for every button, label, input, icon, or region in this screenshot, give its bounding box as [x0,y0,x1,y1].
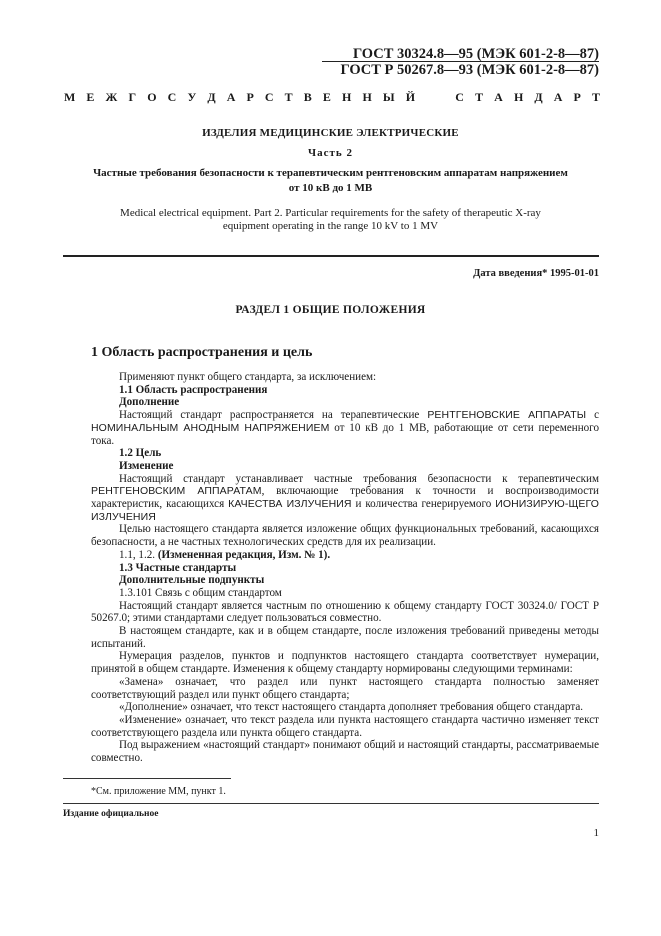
banner-letter: Е [322,90,331,104]
banner-letter: А [494,90,503,104]
banner-letter: У [187,90,197,104]
interstate-standard-banner [64,90,600,105]
paragraph [91,549,599,562]
term-run: ИОНИЗИРУЮ-ЩЕГО ИЗЛУЧЕНИЯ [91,498,599,523]
paragraph: Настоящий стандарт является частным по отношению к общему стандарту ГОСТ 30324.0/ ГОСТ Р 50267.0; этими стандартами следует пользоваться совместно. [91,599,599,625]
banner-letter: Е [86,90,95,104]
banner-letter: Ы [382,90,395,104]
banner-letter: Т [284,90,293,104]
text-run: (Измененная редакция, Изм. № 1). [157,548,331,561]
paragraph: Под выражением «настоящий стандарт» понимают общий и настоящий стандарты, рассматриваемые совместно. [91,739,599,765]
paragraph: Нумерация разделов, пунктов и подпунктов настоящего стандарта соответствует нумерации, принятой в общем стандарте. Изменения к общему стандарту нормированы следующими терминами: [91,650,599,676]
section-title: РАЗДЕЛ 1 ОБЩИЕ ПОЛОЖЕНИЯ [235,304,426,316]
header-gost-line-2: ГОСТ Р 50267.8—93 (МЭК 601-2-8—87) [340,62,599,78]
term-run: РЕНТГЕНОВСКИМ АППАРАТАМ [91,485,262,498]
footer-divider [63,803,599,804]
subheading: 1.2 Цель [119,447,162,460]
term-run: РЕНТГЕНОВСКИЕ АППАРАТЫ [427,409,587,422]
banner-letter: Н [362,90,372,104]
text-run: и количества генерируемого [351,498,496,511]
banner-letter: Т [591,90,600,104]
text-run: Настоящий стандарт распространяется на терапевтические [119,409,428,422]
text-run: с [586,409,599,422]
banner-letter: О [147,90,157,104]
paragraph: 1.3.101 Связь с общим стандартом [119,586,282,599]
page-number: 1 [593,827,599,839]
text-run: , включающие требования к точности и воспроизводимости характеристик, касающихся [91,485,599,511]
paragraph [91,473,599,524]
subheading: Дополнительные подпункты [119,574,265,587]
banner-letter: Т [475,90,484,104]
banner-letter: С [167,90,177,104]
subheading: Дополнение [119,396,180,409]
subheading: Изменение [119,459,174,472]
banner-letter: А [553,90,563,104]
text-run: 1.1, 1.2. [119,548,158,561]
banner-letter: Д [534,90,543,104]
paragraph: «Замена» означает, что раздел или пункт настоящего стандарта полностью заменяет соответствующий раздел или пункт общего стандарта; [91,675,599,701]
banner-letter: Й [405,90,416,104]
subheading: 1.3 Частные стандарты [119,561,237,574]
paragraph [91,409,599,447]
body-text [91,371,599,765]
header-gost-line-1: ГОСТ 30324.8—95 (МЭК 601-2-8—87) [352,46,599,62]
paragraph: «Изменение» означает, что текст раздела или пункта настоящего стандарта частично изменяет текст соответствующего раздела или пункта общего стандарта. [91,713,599,739]
banner-letter: Д [207,90,216,104]
banner-word-gap [426,90,444,105]
edition-label: Издание официальное [63,809,159,819]
title-divider [63,255,599,257]
paragraph: Применяют пункт общего стандарта, за исключением: [119,371,377,383]
term-run: КАЧЕСТВА ИЗЛУЧЕНИЯ [228,498,352,511]
banner-letter: Р [246,90,254,104]
banner-letter: М [64,90,76,104]
text-run: Настоящий стандарт устанавливает частные требования безопасности к терапевтическим [119,472,599,485]
text-run: от 10 кВ до 1 МВ, работающие от сети переменного тока. [91,421,599,447]
banner-letter: С [264,90,274,104]
document-subtitle: Частные требования безопасности к терапевтическим рентгеновским аппаратам напряжением от 10 кВ до 1 МВ [93,167,568,194]
term-run: НОМИНАЛЬНЫМ АНОДНЫМ НАПРЯЖЕНИЕМ [91,421,330,434]
banner-letter: Г [128,90,137,104]
introduction-date: Дата введения* 1995-01-01 [473,268,599,279]
document-title: ИЗДЕЛИЯ МЕДИЦИНСКИЕ ЭЛЕКТРИЧЕСКИЕ [202,127,459,139]
footnote-divider [63,778,231,779]
footnote: *См. приложение ММ, пункт 1. [91,786,226,797]
banner-letter: Ж [105,90,118,104]
subheading: 1.1 Область распространения [119,383,268,396]
banner-letter: С [455,90,464,104]
paragraph: В настоящем стандарте, как и в общем стандарте, после изложения требований приведены методы испытаний. [91,625,599,650]
document-part: Часть 2 [308,147,353,159]
paragraph: Целью настоящего стандарта является изложение общих функциональных требований, касающихся безопасности, а не частных технологических средств для их реализации. [91,523,599,549]
banner-letter: Н [342,90,352,104]
paragraph: «Дополнение» означает, что текст настоящего стандарта дополняет требования общего стандарта. [119,701,584,714]
banner-letter: Р [573,90,581,104]
banner-letter: А [226,90,236,104]
banner-letter: В [303,90,312,104]
heading-scope: 1 Область распространения и цель [91,345,313,360]
english-title: Medical electrical equipment. Part 2. Particular requirements for the safety of therapeutic X-ray equipment operating in the range 10 kV to 1 MV [120,207,541,232]
banner-letter: Н [513,90,524,104]
